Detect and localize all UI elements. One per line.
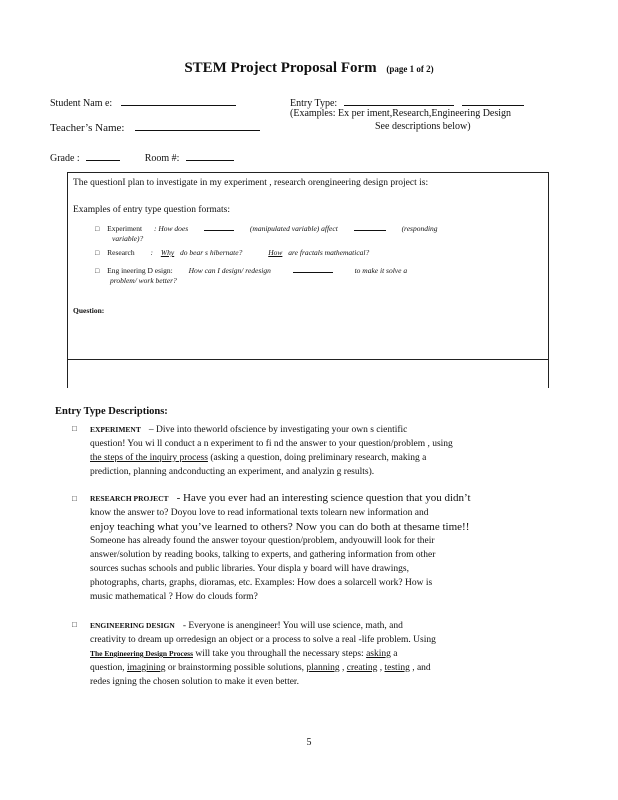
imagining-link[interactable]: imagining <box>126 663 166 673</box>
entry-type-row <box>290 95 524 109</box>
engineering-line-5: redes igning the chosen solution to make it even better. <box>90 677 299 687</box>
research-line-6: sources suchas schools and public libraries. Your displa y board will have drawings, <box>90 564 409 574</box>
student-name-label: Student Nam e: <box>50 98 113 109</box>
bullet-icon: □ <box>95 267 100 275</box>
example-research-colon: : <box>150 248 153 257</box>
teacher-name-row <box>50 120 260 134</box>
research-description <box>90 491 545 604</box>
entry-type-examples: (Examples: Ex per iment,Research,Engineering Design <box>290 108 512 119</box>
grade-label: Grade : <box>50 153 80 164</box>
experiment-line-4: prediction, planning andconducting an experiment, and analyzin g results). <box>90 467 375 477</box>
inquiry-process-link[interactable]: the steps of the inquiry process <box>90 453 208 463</box>
form-title <box>0 60 618 77</box>
experiment-line-2: question! You wi ll conduct a n experiment to fi nd the answer to your question/problem , using <box>90 439 453 449</box>
bullet-icon: □ <box>95 249 100 257</box>
research-line-2: know the answer to? Doyou love to read informational texts tolearn new information and <box>90 508 429 518</box>
engineering-heading: ENGINEERING DESIGN <box>90 621 175 630</box>
student-name-row <box>50 95 236 109</box>
planning-link[interactable]: planning <box>306 663 340 673</box>
testing-link[interactable]: testing <box>384 663 410 673</box>
bullet-icon: □ <box>95 225 100 233</box>
example-research-how: How <box>268 248 283 257</box>
examples-heading: Examples of entry type question formats: <box>73 205 230 215</box>
example-experiment-label: Experiment <box>107 224 143 233</box>
example-engineering-label: Eng ineering D esign: <box>107 266 173 275</box>
engineering-line-2: creativity to dream up orredesign an object or a process to solve a real -life problem. Using <box>90 635 436 645</box>
example-engineering-text-b: to make it solve a <box>354 266 408 275</box>
entry-type-line-2[interactable] <box>462 95 524 106</box>
example-experiment-text-a: : How does <box>153 224 189 233</box>
bullet-icon: □ <box>72 424 77 433</box>
grade-line[interactable] <box>86 150 120 161</box>
example-experiment <box>95 220 438 233</box>
example-experiment-blank-2 <box>354 220 386 231</box>
example-research <box>95 248 369 257</box>
entry-type-line-1[interactable] <box>344 95 454 106</box>
example-experiment-text-b: (manipulated variable) affect <box>249 224 338 233</box>
creating-link[interactable]: creating <box>346 663 378 673</box>
box-divider <box>67 359 549 360</box>
example-research-text-c: are fractals mathematical? <box>288 248 370 257</box>
experiment-line-3: (asking a question, doing preliminary research, making a <box>210 453 427 463</box>
experiment-description <box>90 423 545 479</box>
room-line[interactable] <box>186 150 234 161</box>
example-experiment-blank-1 <box>204 220 234 231</box>
bullet-icon: □ <box>72 494 77 503</box>
engineering-design-process-link[interactable]: The Engineering Design Process <box>90 649 193 658</box>
grade-row <box>50 150 234 164</box>
research-heading: RESEARCH PROJECT <box>90 494 169 503</box>
research-line-1: - Have you ever had an interesting science question that you didn’t <box>176 492 471 504</box>
engineering-line-3-end: a <box>393 649 398 659</box>
engineering-line-3: will take you throughall the necessary steps: <box>195 649 364 659</box>
research-line-7: photographs, charts, graphs, dioramas, etc. Examples: How does a solarcell work? How is <box>90 578 433 588</box>
bullet-icon: □ <box>72 620 77 629</box>
asking-link[interactable]: asking <box>366 649 391 659</box>
engineering-line-4-a: question, <box>90 663 125 673</box>
box-prompt: The questionI plan to investigate in my experiment , research orengineering design project is: <box>73 178 429 188</box>
research-line-5: answer/solution by reading books, talking to experts, and gathering information from other <box>90 550 436 560</box>
page-note: (page 1 of 2) <box>386 64 434 74</box>
engineering-description: ENGINEERING DESIGN - Everyone is anengineer! You will use science, math, and creativity to dream up orredesign an object or a process to solve a real -life problem. Using The Engineering Design Process will take you throughall the necessary steps: asking a question, imagining or brainstorming possible solutions, planning , creating , testing , and redes igning the chosen solution to make it even better. <box>90 619 545 689</box>
example-experiment-text-d: variable)? <box>112 234 144 243</box>
question-label: Question: <box>73 306 105 315</box>
engineering-line-1: - Everyone is anengineer! You will use science, math, and <box>182 621 403 631</box>
engineering-line-4-end: and <box>416 663 431 673</box>
example-research-label: Research <box>107 248 135 257</box>
example-engineering <box>95 262 407 275</box>
example-research-text-b: do bear s hibernate? <box>180 248 243 257</box>
research-line-8: music mathematical ? How do clouds form? <box>90 592 258 602</box>
room-label: Room #: <box>144 153 180 164</box>
example-engineering-text-a: How can I design/ redesign <box>188 266 271 275</box>
student-name-line[interactable] <box>121 95 236 106</box>
research-line-4: Someone has already found the answer toyour question/problem, andyouwill look for their <box>90 536 435 546</box>
entry-types-heading: Entry Type Descriptions: <box>55 406 168 417</box>
teacher-name-line[interactable] <box>135 120 260 131</box>
research-line-3: enjoy teaching what you’ve learned to others? Now you can do both at thesame time!! <box>90 521 470 533</box>
example-engineering-blank <box>293 262 333 273</box>
experiment-heading: EXPERIMENT <box>90 425 141 434</box>
engineering-line-4-b: or brainstorming possible solutions, <box>167 663 305 673</box>
example-engineering-text-c: problem/ work better? <box>110 276 177 285</box>
example-experiment-text-c: (responding <box>401 224 438 233</box>
example-research-why: Why <box>160 248 175 257</box>
see-descriptions: See descriptions below) <box>375 121 471 132</box>
form-title-text: STEM Project Proposal Form <box>184 60 377 76</box>
question-answer-area[interactable] <box>100 318 540 356</box>
entry-type-label: Entry Type: <box>290 98 338 109</box>
experiment-line-1: – Dive into theworld ofscience by investigating your own s cientific <box>148 425 408 435</box>
teacher-name-label: Teacher’s Name: <box>50 122 125 134</box>
page-number: 5 <box>306 737 312 748</box>
